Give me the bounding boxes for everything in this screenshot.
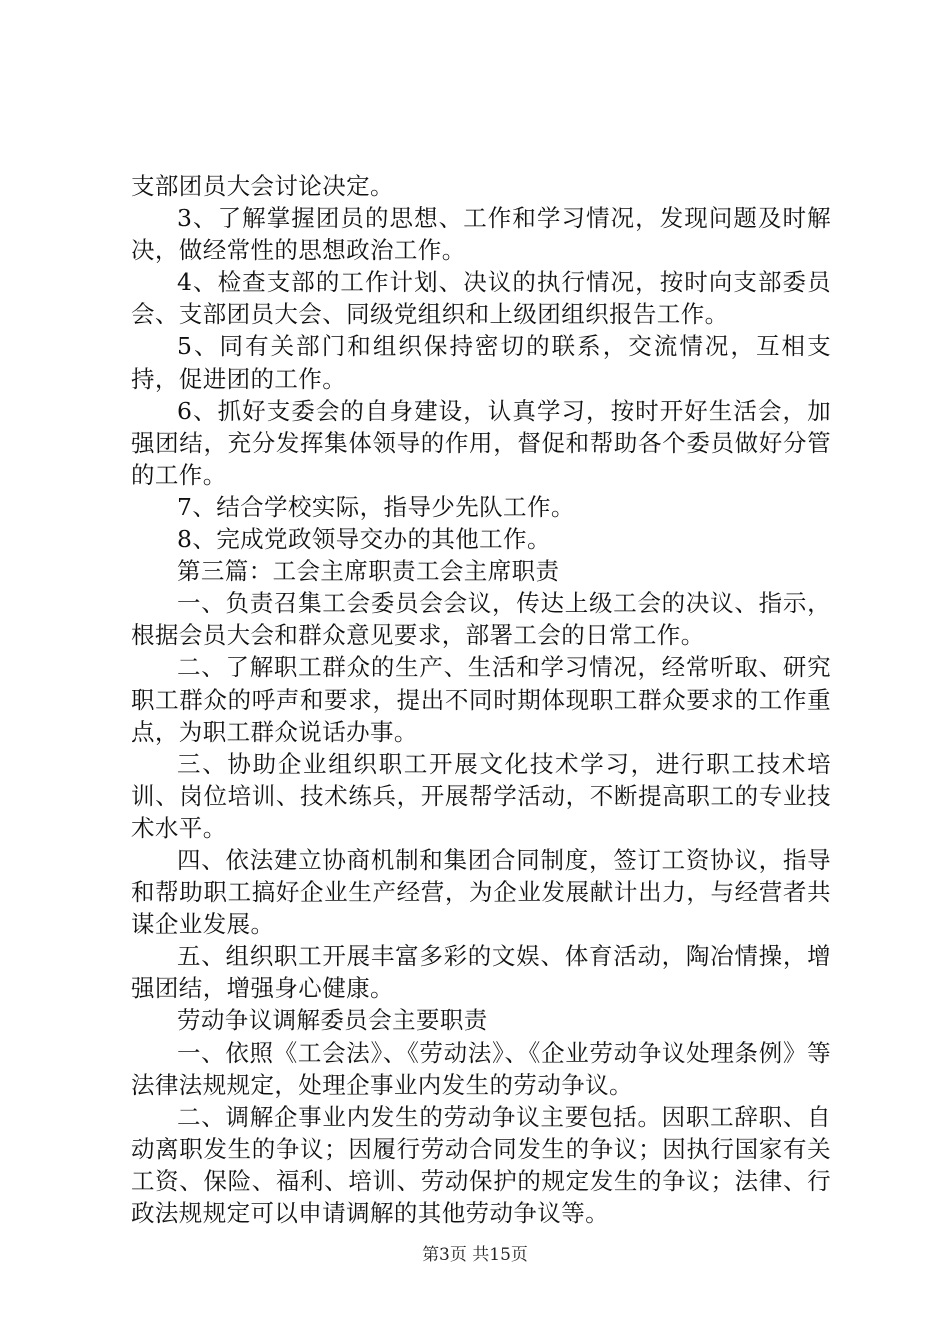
paragraph: 5、同有关部门和组织保持密切的联系，交流情况，互相支持，促进团的工作。 [131, 332, 831, 393]
page-number: 第3页 共15页 [422, 1245, 528, 1265]
paragraph: 4、检查支部的工作计划、决议的执行情况，按时向支部委员会、支部团员大会、同级党组织和上级团组织报告工作。 [131, 268, 831, 329]
paragraph: 五、组织职工开展丰富多彩的文娱、体育活动，陶冶情操，增强团结，增强身心健康。 [131, 942, 831, 1003]
paragraph: 7、结合学校实际，指导少先队工作。 [177, 492, 575, 521]
section-heading: 第三篇：工会主席职责工会主席职责 [177, 557, 560, 586]
paragraph: 一、负责召集工会委员会会议，传达上级工会的决议、指示，根据会员大会和群众意见要求，部署工会的日常工作。 [131, 589, 831, 650]
paragraph: 6、抓好支委会的自身建设，认真学习，按时开好生活会，加强团结，充分发挥集体领导的作用，督促和帮助各个委员做好分管的工作。 [131, 396, 831, 489]
paragraph: 三、协助企业组织职工开展文化技术学习，进行职工技术培训、岗位培训、技术练兵，开展帮学活动，不断提高职工的专业技术水平。 [131, 749, 831, 842]
paragraph: 3、了解掌握团员的思想、工作和学习情况，发现问题及时解决，做经常性的思想政治工作。 [131, 204, 831, 265]
subsection-heading: 劳动争议调解委员会主要职责 [177, 1006, 488, 1035]
paragraph: 二、了解职工群众的生产、生活和学习情况，经常听取、研究职工群众的呼声和要求，提出不同时期体现职工群众要求的工作重点，为职工群众说话办事。 [131, 653, 831, 746]
paragraph: 支部团员大会讨论决定。 [131, 172, 394, 200]
paragraph: 一、依照《工会法》、《劳动法》、《企业劳动争议处理条例》等法律法规规定，处理企事业内发生的劳动争议。 [131, 1038, 831, 1099]
paragraph: 四、依法建立协商机制和集团合同制度，签订工资协议，指导和帮助职工搞好企业生产经营，为企业发展献计出力，与经营者共谋企业发展。 [131, 845, 831, 939]
paragraph: 二、调解企事业内发生的劳动争议主要包括。因职工辞职、自动离职发生的争议；因履行劳动合同发生的争议；因执行国家有关工资、保险、福利、培训、劳动保护的规定发生的争议；法律、行政法规规定可以申请调解的其他劳动争议等。 [131, 1102, 831, 1227]
paragraph: 8、完成党政领导交办的其他工作。 [177, 525, 551, 554]
document-body [131, 170, 831, 1229]
